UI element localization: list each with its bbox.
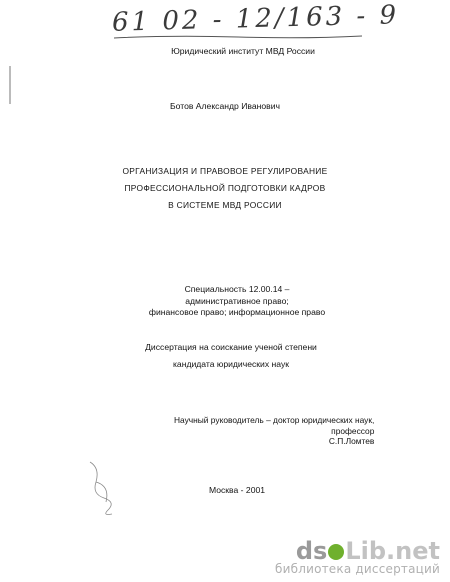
watermark-subtitle: библиотека диссертаций: [275, 562, 440, 576]
handwritten-underline-icon: [112, 34, 364, 40]
green-dot-icon: [328, 544, 344, 560]
specialty-line: финансовое право; информационное право: [148, 307, 326, 317]
degree-line: кандидата юридических наук: [172, 359, 290, 369]
city-year: Москва - 2001: [208, 485, 266, 495]
specialty-block: [12, 284, 450, 319]
title-line: ОРГАНИЗАЦИЯ И ПРАВОВОЕ РЕГУЛИРОВАНИЕ: [122, 166, 328, 176]
institution-name: Юридический институт МВД России: [171, 46, 315, 56]
degree-line: Диссертация на соискание ученой степени: [145, 342, 317, 352]
supervisor-name: С.П.Ломтев: [328, 436, 375, 446]
margin-mark-icon: [8, 66, 12, 104]
supervisor-title: профессор: [331, 425, 375, 436]
specialty-line: Специальность 12.00.14 –: [184, 284, 290, 294]
title-line: В СИСТЕМЕ МВД РОССИИ: [168, 200, 282, 210]
supervisor-line: Научный руководитель – доктор юридических наук,: [174, 415, 375, 425]
author-name: Ботов Александр Иванович: [170, 101, 280, 111]
supervisor-block: [174, 415, 374, 447]
logo-lib: Lib.net: [345, 537, 440, 565]
handwritten-stamp-number: 61 02 - 12/163 - 9: [111, 0, 400, 38]
dslib-logo: [275, 537, 440, 565]
dissertation-title: [0, 163, 450, 214]
degree-block: [6, 339, 450, 373]
title-line: ПРОФЕССИОНАЛЬНОЙ ПОДГОТОВКИ КАДРОВ: [124, 183, 326, 193]
logo-ds: ds: [295, 537, 328, 565]
specialty-line: административное право;: [185, 295, 289, 306]
dslib-watermark[interactable]: [275, 537, 440, 576]
